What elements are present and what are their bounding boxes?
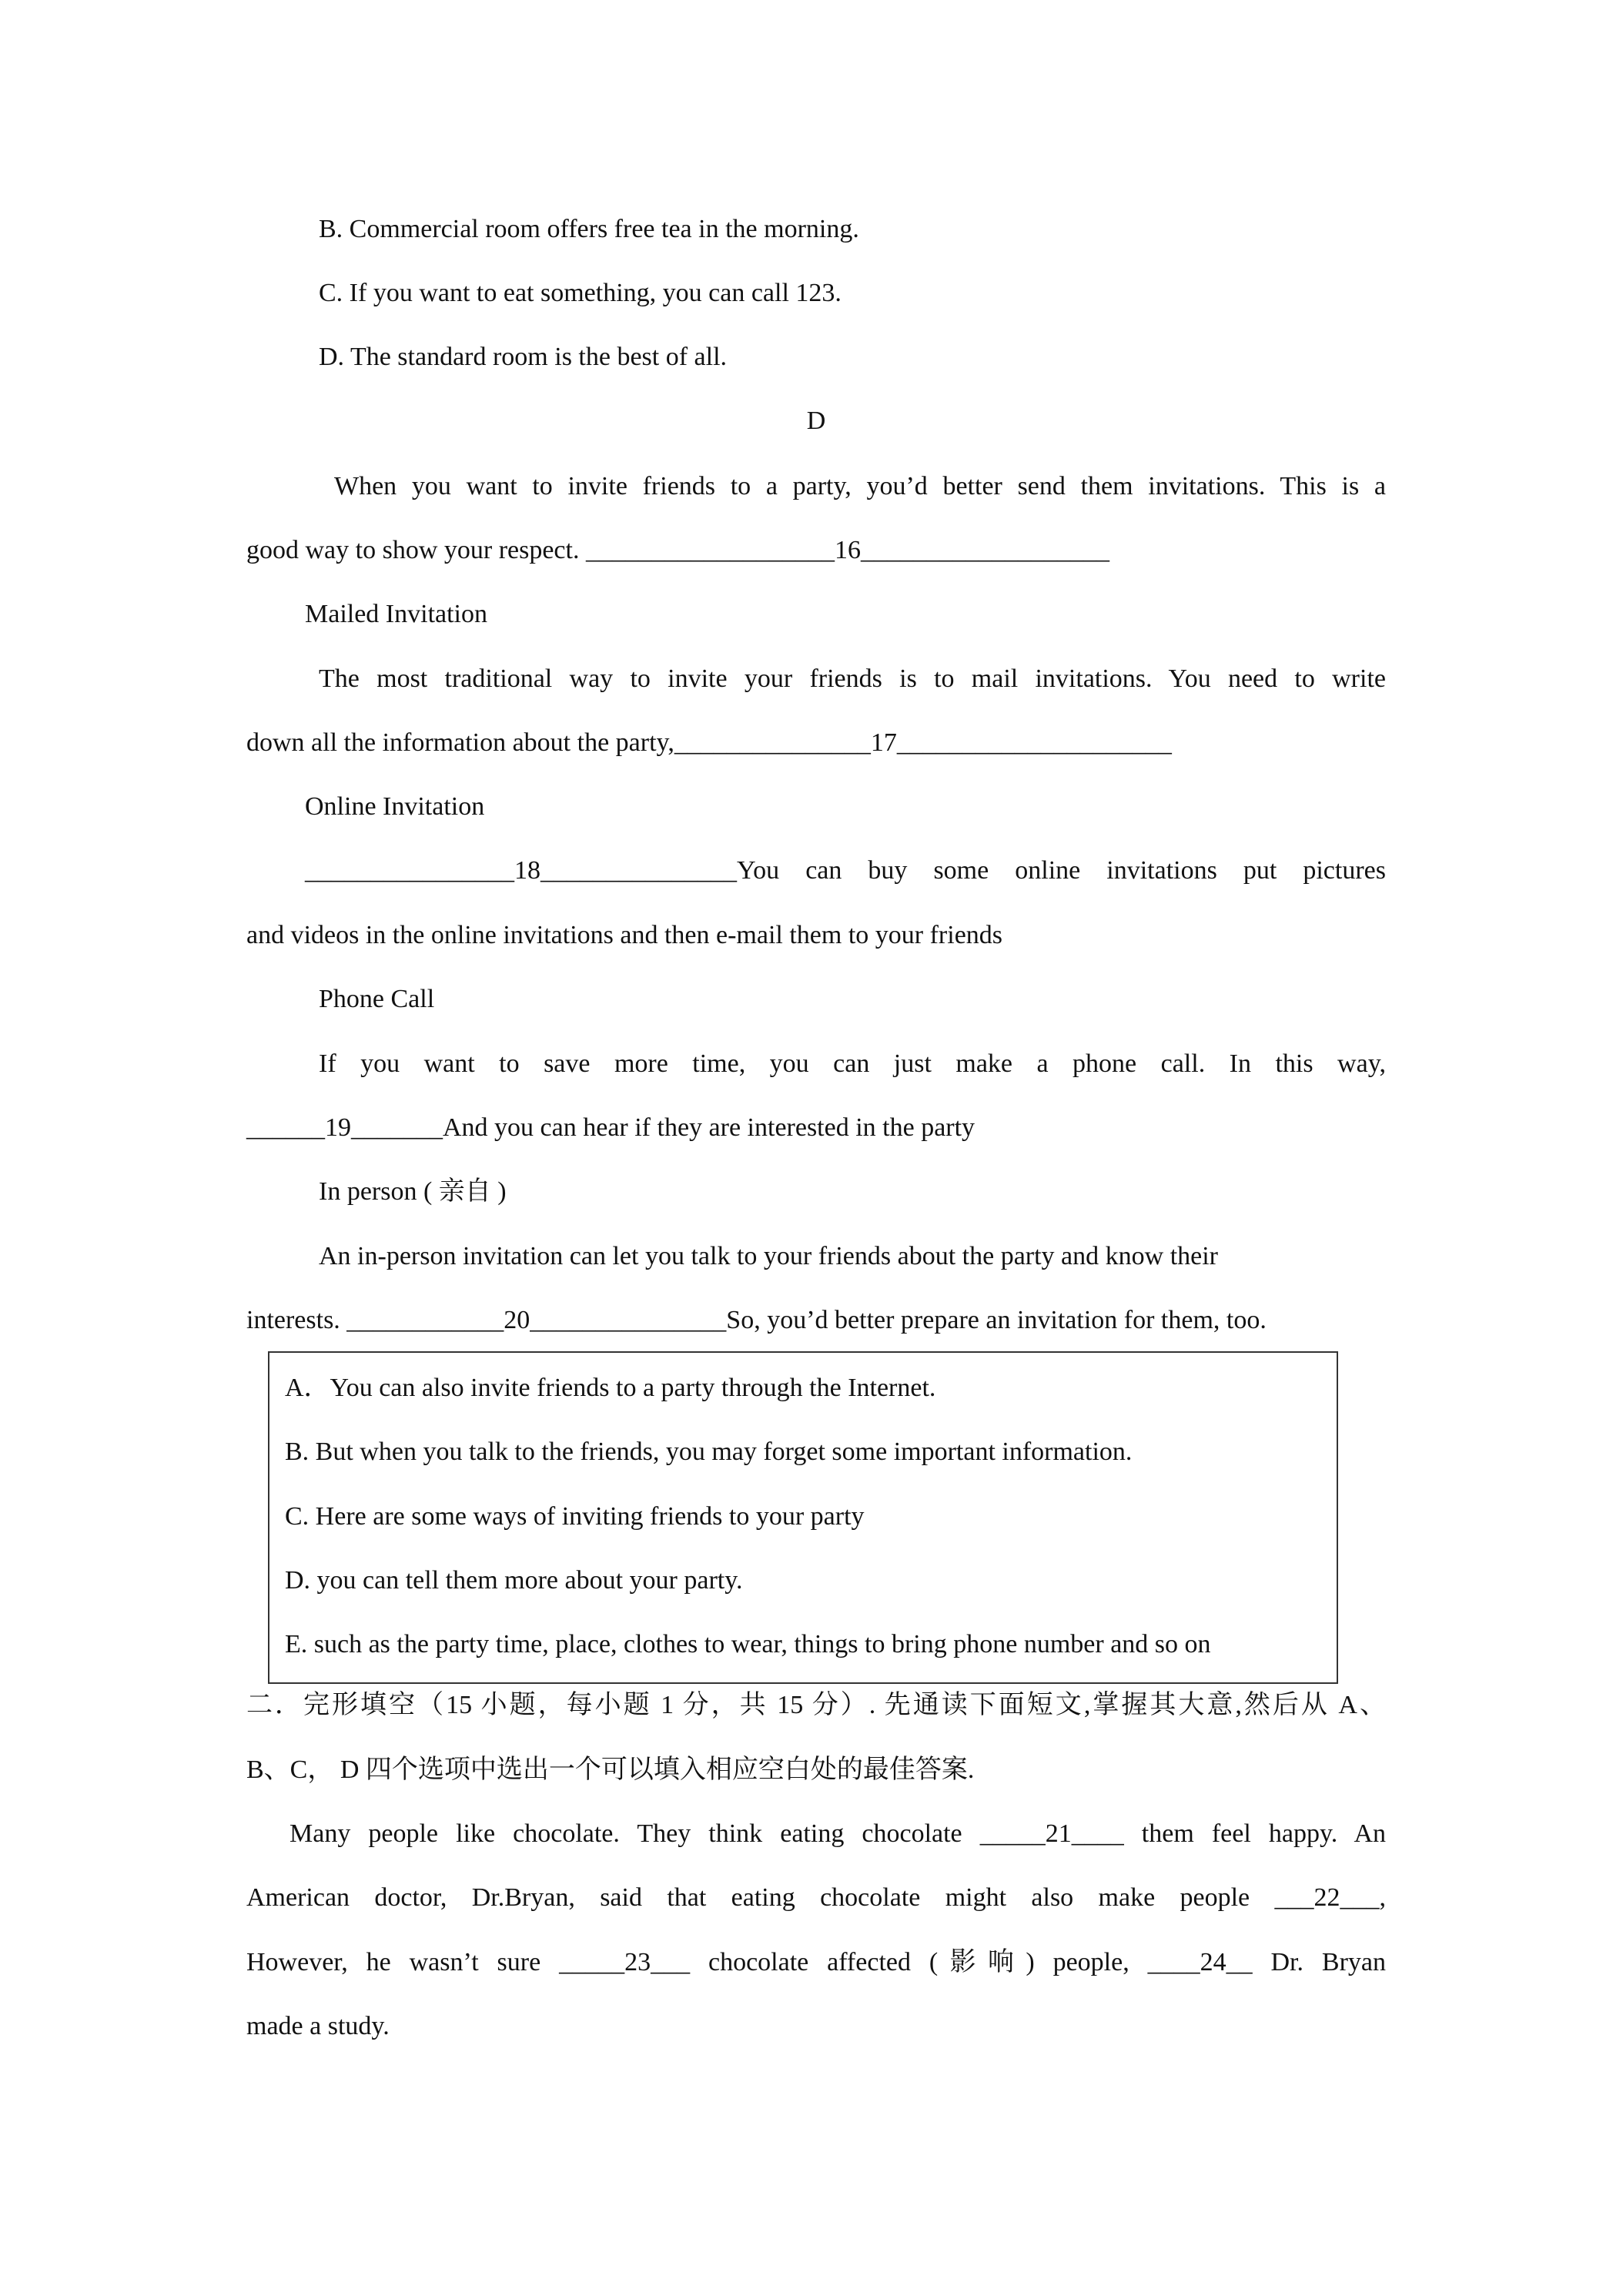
mailed-line-1: The most traditional way to invite your friends is to mail invitations. You need to write <box>319 664 1386 693</box>
box-option-b: B. But when you talk to the friends, you may forget some important information. <box>285 1438 1133 1466</box>
passage-d-heading: D <box>806 407 826 435</box>
cloze-line-1: Many people like chocolate. They think eating chocolate _____21____ them feel happy. An <box>289 1819 1386 1848</box>
online-invitation-heading: Online Invitation <box>305 792 485 821</box>
box-option-d: D. you can tell them more about your party. <box>285 1566 743 1595</box>
section-two-instruction-2: B、C， D 四个选项中选出一个可以填入相应空白处的最佳答案. <box>246 1755 975 1784</box>
intro-line-2: good way to show your respect. ___________________16___________________ <box>246 536 1109 564</box>
cloze-line-4: made a study. <box>246 2012 390 2040</box>
online-line-2: and videos in the online invitations and then e-mail them to your friends <box>246 921 1003 949</box>
online-line-1: ________________18_______________You can buy some online invitations put pictures <box>305 856 1386 885</box>
phone-line-2: ______19_______And you can hear if they are interested in the party <box>246 1113 975 1142</box>
mailed-line-2: down all the information about the party,_______________17_____________________ <box>246 728 1172 757</box>
cloze-line-2: American doctor, Dr.Bryan, said that eating chocolate might also make people ___22___, <box>246 1883 1386 1912</box>
phone-call-heading: Phone Call <box>319 985 435 1013</box>
box-option-c: C. Here are some ways of inviting friends to your party <box>285 1502 865 1531</box>
option-c-d: D. The standard room is the best of all. <box>319 343 728 371</box>
person-line-2: interests. ____________20_______________So, you’d better prepare an invitation for them, too. <box>246 1306 1267 1334</box>
phone-line-1: If you want to save more time, you can just make a phone call. In this way, <box>319 1049 1386 1078</box>
options-box <box>268 1351 1338 1684</box>
section-two-instruction-1: 二．完形填空（15 小题，每小题 1 分，共 15 分）. 先通读下面短文,掌握其大意,然后从 A、 <box>246 1691 1386 1719</box>
option-c-c: C. If you want to eat something, you can call 123. <box>319 279 842 307</box>
intro-line-1: When you want to invite friends to a party, you’d better send them invitations. This is a <box>334 472 1386 500</box>
box-option-e: E. such as the party time, place, clothes to wear, things to bring phone number and so on <box>285 1630 1211 1658</box>
cloze-line-3: However, he wasn’t sure _____23___ chocolate affected (影响) people, ____24__ Dr. Bryan <box>246 1948 1386 1976</box>
mailed-invitation-heading: Mailed Invitation <box>305 600 488 628</box>
box-option-a: A．You can also invite friends to a party through the Internet. <box>285 1374 936 1402</box>
in-person-heading: In person ( 亲自 ) <box>319 1177 507 1206</box>
person-line-1: An in-person invitation can let you talk to your friends about the party and know their <box>319 1242 1219 1270</box>
option-c-b: B. Commercial room offers free tea in the morning. <box>319 215 859 243</box>
